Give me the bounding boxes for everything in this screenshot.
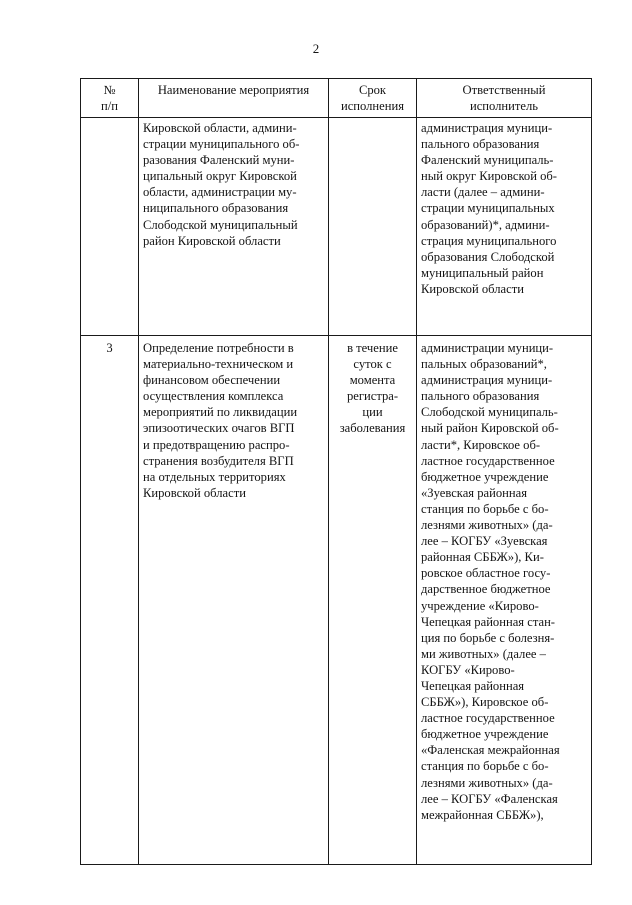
deadline (329, 118, 417, 336)
header-measure-name: Наименование мероприятия (139, 79, 329, 118)
header-responsible: Ответственный исполнитель (417, 79, 592, 118)
measures-table (80, 78, 592, 865)
responsible: администрация муници- пального образования Фаленский муниципаль- ный округ Кировской об- ласти (далее – админи- страции муниципальных образований)*, админи- страция муниципального образования Слободской муниципальный район Кировской области (417, 118, 592, 336)
table-row (81, 336, 592, 865)
header-number: № п/п (81, 79, 139, 118)
header-deadline: Срок исполнения (329, 79, 417, 118)
table-header-row (81, 79, 592, 118)
measure-name: Кировской области, админи- страции муниципального об- разования Фаленский муни- ципальный округ Кировской области, администрации му- ниципального образования Слободской муниципальный район Кировской области (139, 118, 329, 336)
table-row (81, 118, 592, 336)
page-number: 2 (312, 41, 320, 56)
deadline: в течение суток с момента регистра- ции заболевания (329, 336, 417, 865)
measure-name: Определение потребности в материально-техническом и финансовом обеспечении осуществления комплекса мероприятий по ликвидации эпизоотических очагов ВГП и предотвращению распро- странения возбудителя ВГП на отдельных территориях Кировской области (139, 336, 329, 865)
row-number: 3 (81, 336, 139, 865)
responsible: администрации муници- пальных образований*, администрация муници- пального образования Слободской муниципаль- ный район Кировской об- ласти*, Кировское об- ластное государственное бюджетное учреждение «Зуевская районная станция по борьбе с бо- лезнями животных» (да- лее – КОГБУ «Зуевская районная СББЖ»), Ки- ровское областное госу- дарственное бюджетное учреждение «Кирово- Чепецкая районная стан- ция по борьбе с болезня- ми животных» (далее – КОГБУ «Кирово- Чепецкая районная СББЖ»), Кировское об- ластное государственное бюджетное учреждение «Фаленская межрайонная станция по борьбе с бо- лезнями животных» (да- лее – КОГБУ «Фаленская межрайонная СББЖ»), (417, 336, 592, 865)
row-number (81, 118, 139, 336)
